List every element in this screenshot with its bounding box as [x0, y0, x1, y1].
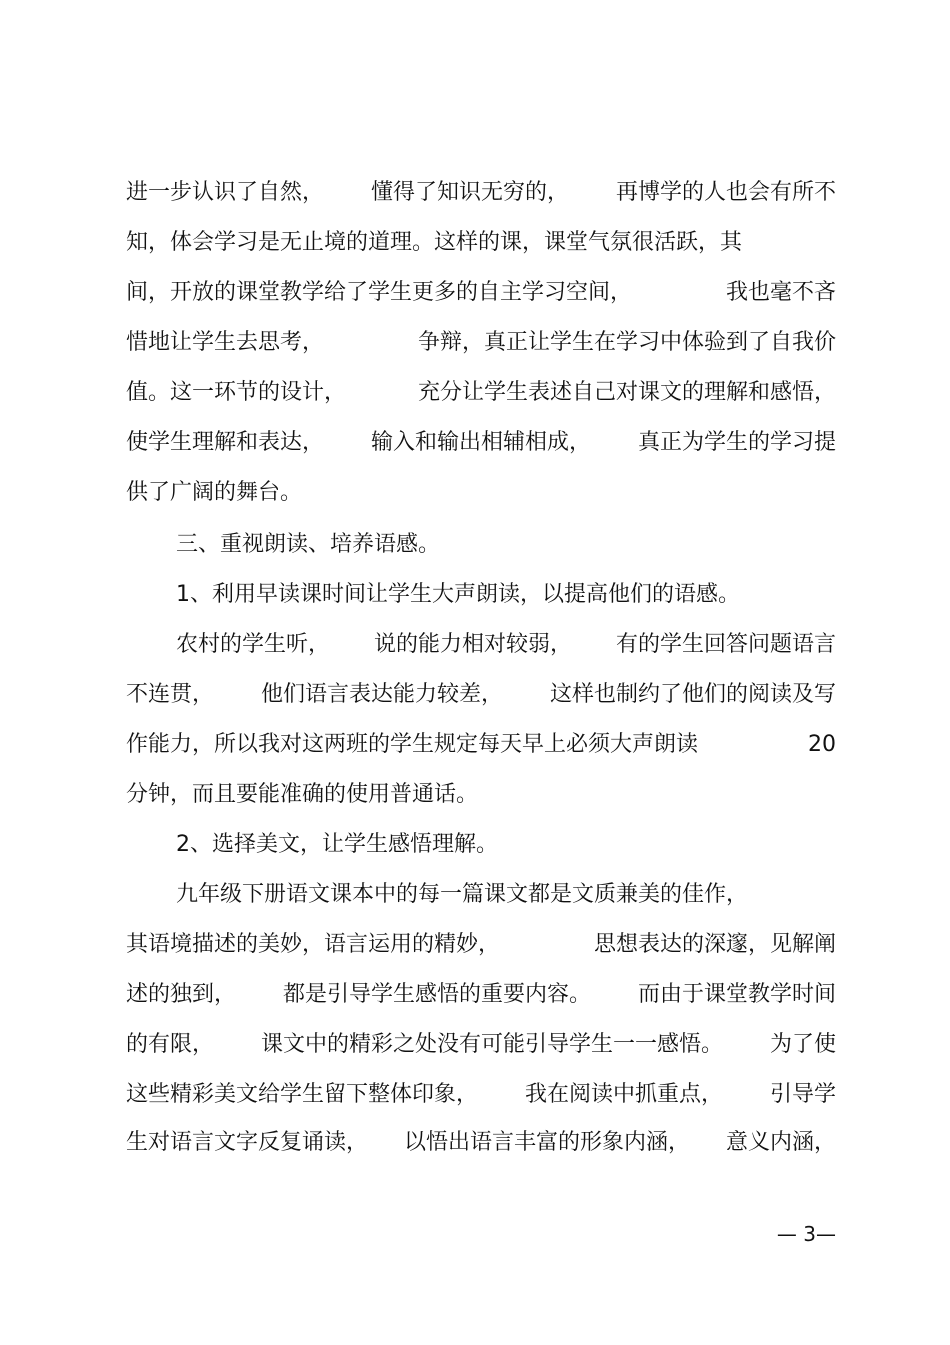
- text-segment: 供了广阔的舞台。: [126, 480, 303, 505]
- text-segment: 知，体会学习是无止境的道理。这样的课，课堂气氛很活跃，其: [126, 230, 743, 255]
- text-segment: 惜地让学生去思考，: [126, 330, 325, 355]
- text-segment: 农村的学生听，: [176, 632, 331, 657]
- text-segment: 20: [808, 732, 836, 757]
- text-line-16: [126, 930, 836, 960]
- text-line-10: [176, 630, 836, 660]
- text-segment: 都是引导学生感悟的重要内容。: [282, 982, 591, 1007]
- text-line-3: [126, 278, 836, 308]
- text-segment: 引导学: [769, 1082, 836, 1107]
- text-segment: 生对语言文字反复诵读，: [126, 1130, 369, 1155]
- text-line-5: [126, 378, 836, 408]
- text-line-11: [126, 680, 836, 710]
- text-line-1: [126, 178, 836, 208]
- text-segment: 为了使: [769, 1032, 836, 1057]
- text-segment: 我也毫不吝: [725, 280, 836, 305]
- text-segment: 输入和输出相辅相成，: [370, 430, 591, 455]
- text-line-20: [126, 1128, 836, 1158]
- text-segment: 间，开放的课堂教学给了学生更多的自主学习空间，: [126, 280, 633, 305]
- text-segment: 他们语言表达能力较差，: [260, 682, 503, 707]
- page-number: — 3—: [776, 1222, 836, 1246]
- text-segment: 值。这一环节的设计，: [126, 380, 347, 405]
- text-segment: 说的能力相对较弱，: [373, 632, 572, 657]
- text-segment: 懂得了知识无穷的，: [370, 180, 569, 205]
- text-segment: 而由于课堂教学时间: [637, 982, 836, 1007]
- text-segment: 这样也制约了他们的阅读及写: [549, 682, 836, 707]
- text-segment: 的有限，: [126, 1032, 215, 1057]
- section-heading-text: 三、重视朗读、培养语感。: [176, 532, 441, 557]
- text-segment: 分钟，而且要能准确的使用普通话。: [126, 782, 479, 807]
- text-segment: 述的独到，: [126, 982, 237, 1007]
- text-segment: 思想表达的深邃，见解阐: [593, 932, 836, 957]
- text-line-4: [126, 328, 836, 358]
- text-segment: 使学生理解和表达，: [126, 430, 325, 455]
- text-segment: 意义内涵，: [725, 1130, 836, 1155]
- text-line-19: [126, 1080, 836, 1110]
- text-segment: 作能力，所以我对这两班的学生规定每天早上必须大声朗读: [126, 732, 699, 757]
- text-line-7: [126, 478, 836, 508]
- text-segment: 再博学的人也会有所不: [615, 180, 836, 205]
- text-segment: 进一步认识了自然，: [126, 180, 325, 205]
- text-line-18: [126, 1030, 836, 1060]
- text-segment: 有的学生回答问题语言: [615, 632, 836, 657]
- text-line-6: [126, 428, 836, 458]
- text-segment: 不连贯，: [126, 682, 215, 707]
- text-segment: 以悟出语言丰富的形象内涵，: [403, 1130, 690, 1155]
- subheading-2: [176, 830, 836, 860]
- section-heading: [176, 530, 836, 560]
- text-segment: 这些精彩美文给学生留下整体印象，: [126, 1082, 479, 1107]
- text-line-17: [126, 980, 836, 1010]
- subheading-text: 2、选择美文，让学生感悟理解。: [176, 832, 498, 857]
- text-line-15: [176, 880, 836, 910]
- text-segment: 争辩，真正让学生在学习中体验到了自我价: [417, 330, 836, 355]
- subheading-1: [176, 580, 836, 610]
- text-segment: 课文中的精彩之处没有可能引导学生一一感悟。: [260, 1032, 723, 1057]
- text-segment: 我在阅读中抓重点，: [524, 1082, 723, 1107]
- text-line-2: [126, 228, 836, 258]
- text-segment: 其语境描述的美妙，语言运用的精妙，: [126, 932, 501, 957]
- text-line-13: [126, 780, 836, 810]
- text-segment: 真正为学生的学习提: [637, 430, 836, 455]
- text-segment: 九年级下册语文课本中的每一篇课文都是文质兼美的佳作，: [176, 882, 749, 907]
- text-segment: 充分让学生表述自己对课文的理解和感悟，: [417, 380, 836, 405]
- text-line-12: [126, 730, 836, 760]
- subheading-text: 1、利用早读课时间让学生大声朗读，以提高他们的语感。: [176, 582, 740, 607]
